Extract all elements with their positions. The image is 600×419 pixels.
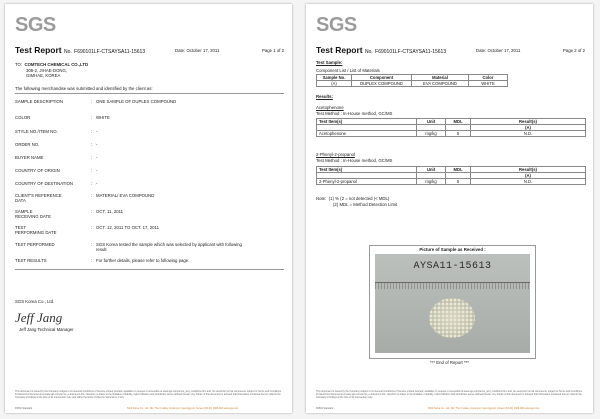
cell-mdl: 5 (446, 179, 471, 185)
field-value: - (96, 142, 98, 147)
footer-form-code: F0502 Standard (15, 407, 33, 410)
propanol-table (316, 166, 586, 185)
cell-item: 2-Phenyl-2-propanol (317, 179, 417, 185)
cell-unit: mg/kg (417, 179, 446, 185)
field-value: WHITE (96, 115, 110, 120)
results-heading: Results: (316, 94, 333, 99)
field-value: - (96, 168, 98, 173)
acetophenone-table (316, 118, 586, 137)
field-label-line2: DATA (15, 198, 26, 203)
component-col-header: Color (469, 75, 508, 81)
field-label: TEST (15, 225, 26, 230)
signer-name: Jeff Jang Technical Manager (19, 327, 74, 332)
field-label: CLIENT'S REFERENCE (15, 193, 62, 198)
report-number: F690101LF-CTSAYSA11-15613 (74, 49, 146, 55)
field-label: SAMPLE (15, 209, 33, 214)
note-1: (1) % (2 = not detected (< MDL) (328, 196, 390, 201)
table-row (317, 179, 586, 185)
sample-label: AYSA11-15613 (413, 261, 492, 272)
field-value: OCT. 11, 2011 (96, 209, 124, 214)
recipient-line (15, 62, 88, 68)
notes (316, 196, 389, 202)
propanol-heading: 2-Phenyl-2-propanol (316, 152, 355, 157)
component-col-header: Sample No. (317, 75, 352, 81)
recipient-label: TO: (15, 62, 23, 67)
field-label-line2: PERFORMING DATE (15, 230, 57, 235)
component-cell: WHITE (469, 81, 508, 87)
field-colon: : (91, 129, 93, 134)
acetophenone-heading: Acetophenone (316, 105, 344, 110)
col-mdl: MDL (446, 167, 471, 173)
field-label: SAMPLE DESCRIPTION (15, 99, 63, 104)
field-label: TEST PERFORMED (15, 242, 55, 247)
field-label-line2: RECEIVING DATE (15, 214, 51, 219)
sample-photo (375, 254, 530, 353)
col-unit: Unit (417, 167, 446, 173)
field-label: ORDER NO. (15, 142, 40, 147)
page-number: Page 1 of 2 (262, 48, 284, 53)
company-address-1: 305-2, JIHAE-DONG, (26, 67, 68, 73)
col-mdl: MDL (446, 119, 471, 125)
component-table (316, 74, 508, 87)
legal-footer: This document is issued by the Company subject to its General Conditions of Service printed overleaf, available on request or accessible at www.sgs.com/terms_and_conditions.htm and, for electronic format documents, subject to Terms and Conditions for Electronic Documents at www.sgs.com/terms_e-document.htm. Attention is drawn to the limitation of liability, indemnification and jurisdiction issues defined therein. Any holder of this document is advised that information contained hereon reflects the Company's findings at the time of its intervention only. (316, 390, 582, 400)
recipient-block (15, 62, 88, 79)
company-address-2: GIMHAE, KOREA (26, 73, 61, 79)
cell-item: Acetophenone (317, 131, 417, 137)
signer-company: SGS Korea Co., Ltd. (15, 299, 55, 304)
pellets-image (429, 298, 475, 338)
field-label: COLOR (15, 115, 31, 120)
col-sample-a: (A) (471, 125, 586, 131)
table-row (317, 81, 508, 87)
cell-result: N.D. (471, 131, 586, 137)
footer-bar (316, 407, 585, 410)
field-label: COUNTRY OF ORIGIN (15, 168, 60, 173)
field-label: STYLE NO./ITEM NO. (15, 129, 58, 134)
field-colon: : (91, 193, 93, 198)
component-cell: EVA COMPOUND (412, 81, 469, 87)
report-page-2 (306, 4, 593, 413)
report-title-text: Test Report (316, 45, 363, 55)
note-2: (2) MDL = Method Detection Limit (333, 202, 398, 207)
cell-result: N.D. (471, 179, 586, 185)
cell-unit: mg/kg (417, 131, 446, 137)
component-cell: DUPLEX COMPOUND (352, 81, 412, 87)
field-label: COUNTRY OF DESTINATION (15, 181, 74, 186)
report-page-1 (5, 4, 292, 413)
ruler-icon (375, 282, 530, 289)
field-value: MATERIAL/ EVA COMPOUND (96, 193, 155, 198)
field-value: ONE SAMPLE OF DUPLEX COMPOUND (96, 99, 177, 104)
report-title (316, 45, 446, 55)
col-results: Result(s) (471, 167, 586, 173)
field-colon: : (91, 115, 93, 120)
propanol-method: Test Method : In-House method, GC/MS (316, 158, 393, 163)
field-value-line2: result (96, 247, 107, 252)
table-row (317, 131, 586, 137)
report-no-prefix: No. (63, 49, 72, 55)
company-name: COMTECH CHEMICAL CO.,LTD (24, 62, 89, 67)
report-number: F690101LF-CTSAYSA11-15613 (375, 49, 447, 55)
intro-text: The following merchandise was submitted and identified by the client as: (15, 86, 153, 91)
field-value: For further details, please refer to following page. (96, 258, 190, 263)
field-value: SGS Korea tested the sample which was selected by applicant with following (96, 242, 242, 247)
component-col-header: Material (412, 75, 469, 81)
end-of-report: *** End of Report *** (430, 360, 469, 365)
legal-footer: This document is issued by the Company subject to its General Conditions of Service printed overleaf, available on request or accessible at www.sgs.com/terms_and_conditions.htm and, for electronic format documents, subject to Terms and Conditions for Electronic Documents at www.sgs.com/terms_e-document.htm. Attention is drawn to the limitation of liability, indemnification and jurisdiction issues defined therein. Any holder of this document is advised that information contained hereon reflects the Company's findings at the time of its intervention only and within the limits of Client's instructions, if any. (15, 390, 281, 400)
note-label: Note: (316, 196, 327, 201)
test-sample-heading: Test Sample: (316, 60, 343, 65)
field-label: TEST RESULTS (15, 258, 47, 263)
report-header (15, 45, 284, 56)
field-colon: : (91, 155, 93, 160)
footer-bar (15, 407, 284, 410)
footer-address: SGS Korea Co., Ltd. 322, The O valley, Anyang-si, Gyeonggi-do, Korea t (82-31) 4608-000 www.sgs.com (127, 407, 239, 410)
field-value: - (96, 129, 98, 134)
footer-address: SGS Korea Co., Ltd. 322, The O valley, Anyang-si, Gyeonggi-do, Korea t (82-31) 4608-000 www.sgs.com (428, 407, 540, 410)
field-label: BUYER NAME (15, 155, 44, 160)
field-value: OCT. 12, 2011 TO OCT. 17, 2011 (96, 225, 159, 230)
report-header (316, 45, 585, 56)
report-title (15, 45, 145, 55)
sgs-logo: SGS (316, 14, 357, 36)
photo-title: Picture of Sample as Received : (419, 247, 486, 252)
page-number: Page 2 of 2 (563, 48, 585, 53)
sgs-logo: SGS (15, 14, 56, 36)
col-results: Result(s) (471, 119, 586, 125)
field-value: - (96, 181, 98, 186)
report-date: Date: October 17, 2011 (175, 48, 220, 53)
report-date: Date: October 17, 2011 (476, 48, 521, 53)
col-test-item: Test Item(s) (317, 167, 417, 173)
field-value: - (96, 155, 98, 160)
col-test-item: Test Item(s) (317, 119, 417, 125)
component-col-header: Component (352, 75, 412, 81)
field-colon: : (91, 168, 93, 173)
field-colon: : (91, 242, 93, 247)
sample-photo-panel (369, 245, 536, 359)
field-colon: : (91, 99, 93, 104)
col-unit: Unit (417, 119, 446, 125)
acetophenone-method: Test Method : In-House method, GC/MS (316, 111, 393, 116)
report-title-text: Test Report (15, 45, 62, 55)
field-colon: : (91, 209, 93, 214)
footer-form-code: F0502 Standard (316, 407, 334, 410)
divider (15, 269, 284, 270)
col-sample-a: (A) (471, 173, 586, 179)
divider (15, 93, 284, 94)
field-colon: : (91, 258, 93, 263)
field-colon: : (91, 181, 93, 186)
signature: Jeff Jang (15, 310, 63, 325)
field-colon: : (91, 142, 93, 147)
component-list-caption: Component List / List of Materials (316, 68, 380, 73)
report-no-prefix: No. (364, 49, 373, 55)
field-colon: : (91, 225, 93, 230)
component-cell: (A) (317, 81, 352, 87)
cell-mdl: 5 (446, 131, 471, 137)
